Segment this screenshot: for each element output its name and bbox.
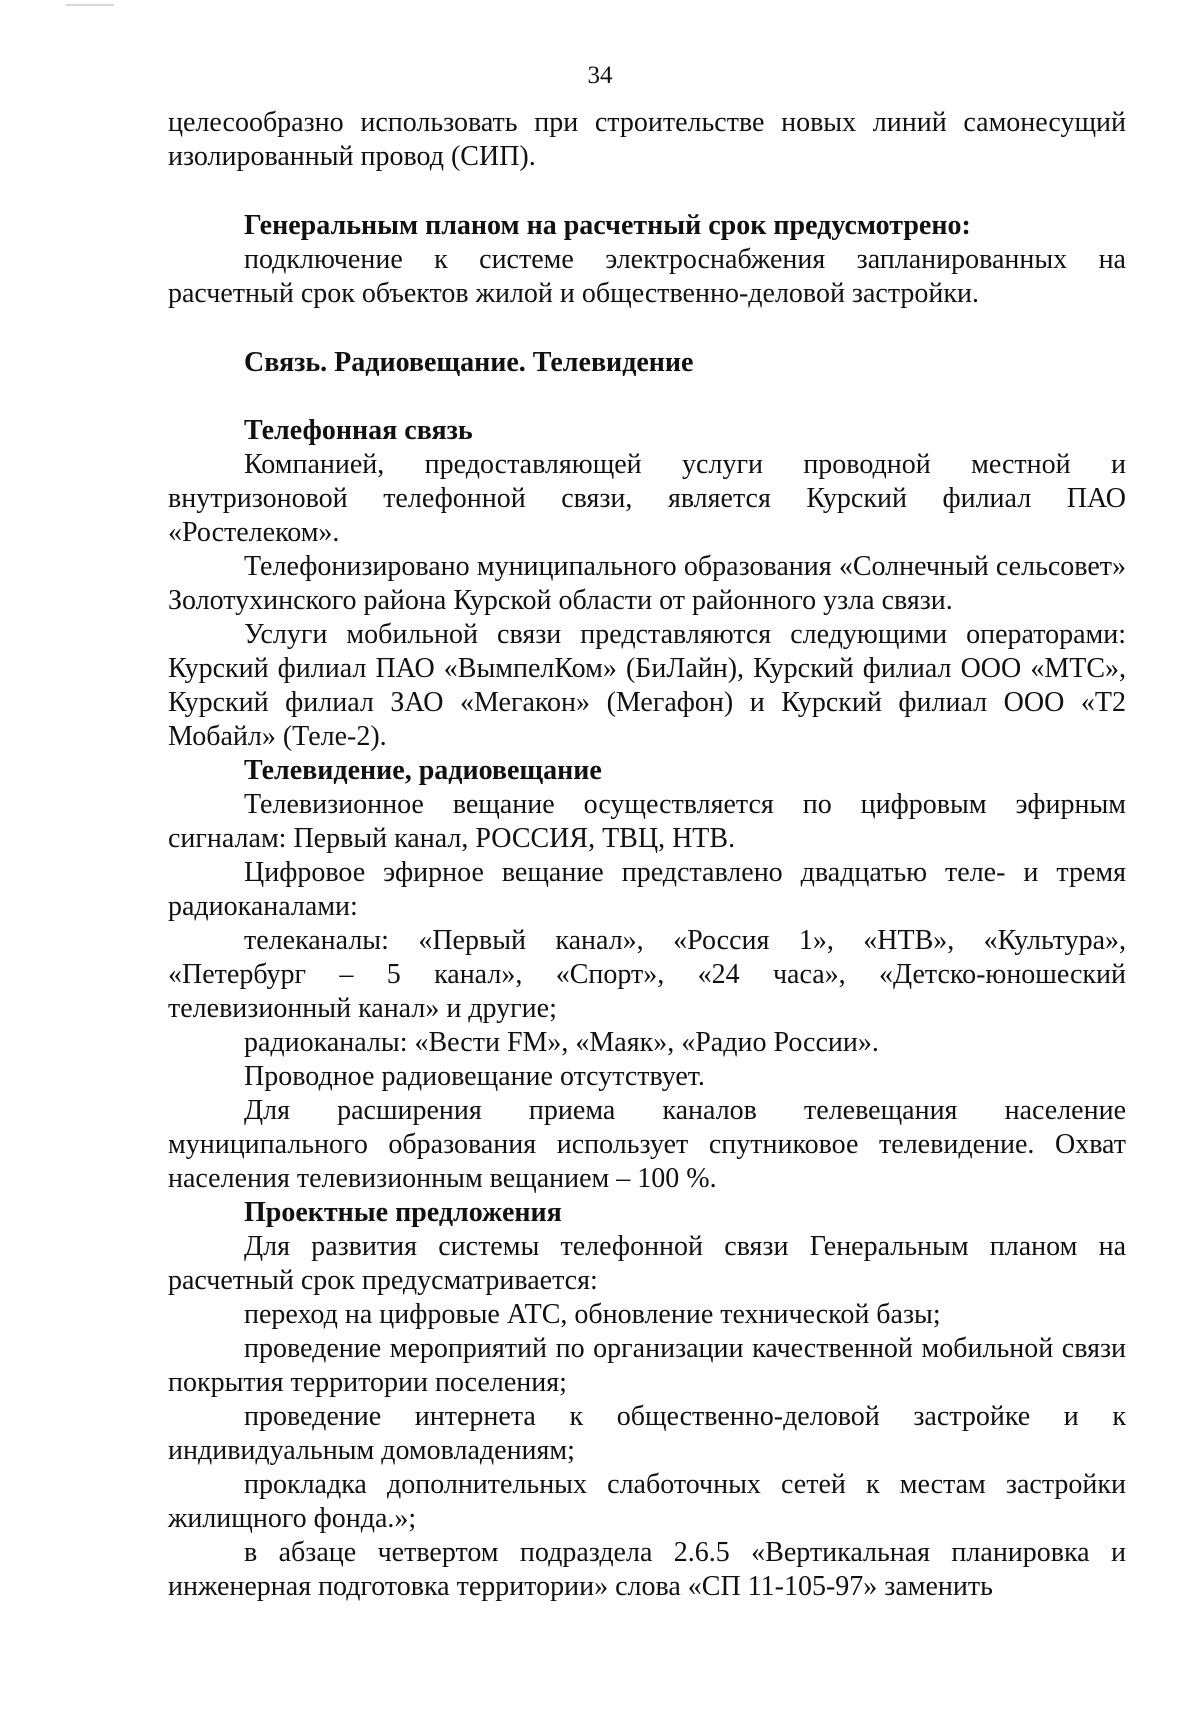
paragraph: Проводное радиовещание отсутствует. [244, 1061, 705, 1092]
paragraph: Для развития системы телефонной связи Генеральным планом на расчетный срок предусматривается: [168, 1231, 1126, 1296]
paragraph: в абзаце четвертом подраздела 2.6.5 «Вертикальная планировка и инженерная подготовка территории» слова «СП 11-105-97» заменить [168, 1537, 1126, 1602]
paragraph: телеканалы: «Первый канал», «Россия 1», «НТВ», «Культура», «Петербург – 5 канал», «Спорт», «24 часа», «Детско-юношеский телевизионный канал» и другие; [168, 925, 1126, 1024]
paragraph: Цифровое эфирное вещание представлено двадцатью теле- и тремя радиоканалами: [168, 857, 1126, 922]
paragraph: Для расширения приема каналов телевещания население муниципального образования использует спутниковое телевидение. Охват населения телевизионным вещанием – 100 %. [168, 1095, 1126, 1194]
paragraph: Телевизионное вещание осуществляется по цифровым эфирным сигналам: Первый канал, РОССИЯ, ТВЦ, НТВ. [168, 789, 1126, 854]
section-heading: Связь. Радиовещание. Телевидение [244, 347, 694, 378]
page-number: 34 [587, 62, 613, 89]
section-heading: Проектные предложения [244, 1197, 562, 1228]
scan-artifact [66, 4, 114, 6]
section-heading: Телевидение, радиовещание [244, 755, 602, 786]
paragraph: Услуги мобильной связи представляются следующими операторами: Курский филиал ПАО «ВымпелКом» (БиЛайн), Курский филиал ООО «МТС», Курский филиал ЗАО «Мегакон» (Мегафон) и Курский филиал ООО «Т2 Мобайл» (Теле-2). [168, 619, 1126, 752]
paragraph: проведение интернета к общественно-деловой застройке и к индивидуальным домовладениям; [168, 1401, 1126, 1466]
paragraph: радиоканалы: «Вести FM», «Маяк», «Радио России». [244, 1027, 879, 1058]
section-heading: Телефонная связь [244, 415, 473, 446]
paragraph: Компанией, предоставляющей услуги проводной местной и внутризоновой телефонной связи, является Курский филиал ПАО «Ростелеком». [168, 449, 1126, 548]
paragraph: целесообразно использовать при строительстве новых линий самонесущий изолированный провод (СИП). [168, 107, 1126, 172]
section-heading: Генеральным планом на расчетный срок предусмотрено: [244, 210, 971, 241]
paragraph: прокладка дополнительных слаботочных сетей к местам застройки жилищного фонда.»; [168, 1469, 1126, 1534]
document-body [168, 106, 1126, 1604]
paragraph: проведение мероприятий по организации качественной мобильной связи покрытия территории поселения; [168, 1333, 1126, 1398]
paragraph: переход на цифровые АТС, обновление технической базы; [244, 1299, 941, 1330]
paragraph: Телефонизировано муниципального образования «Солнечный сельсовет» Золотухинского района Курской области от районного узла связи. [168, 551, 1126, 616]
paragraph: подключение к системе электроснабжения запланированных на расчетный срок объектов жилой и общественно-деловой застройки. [168, 244, 1126, 309]
